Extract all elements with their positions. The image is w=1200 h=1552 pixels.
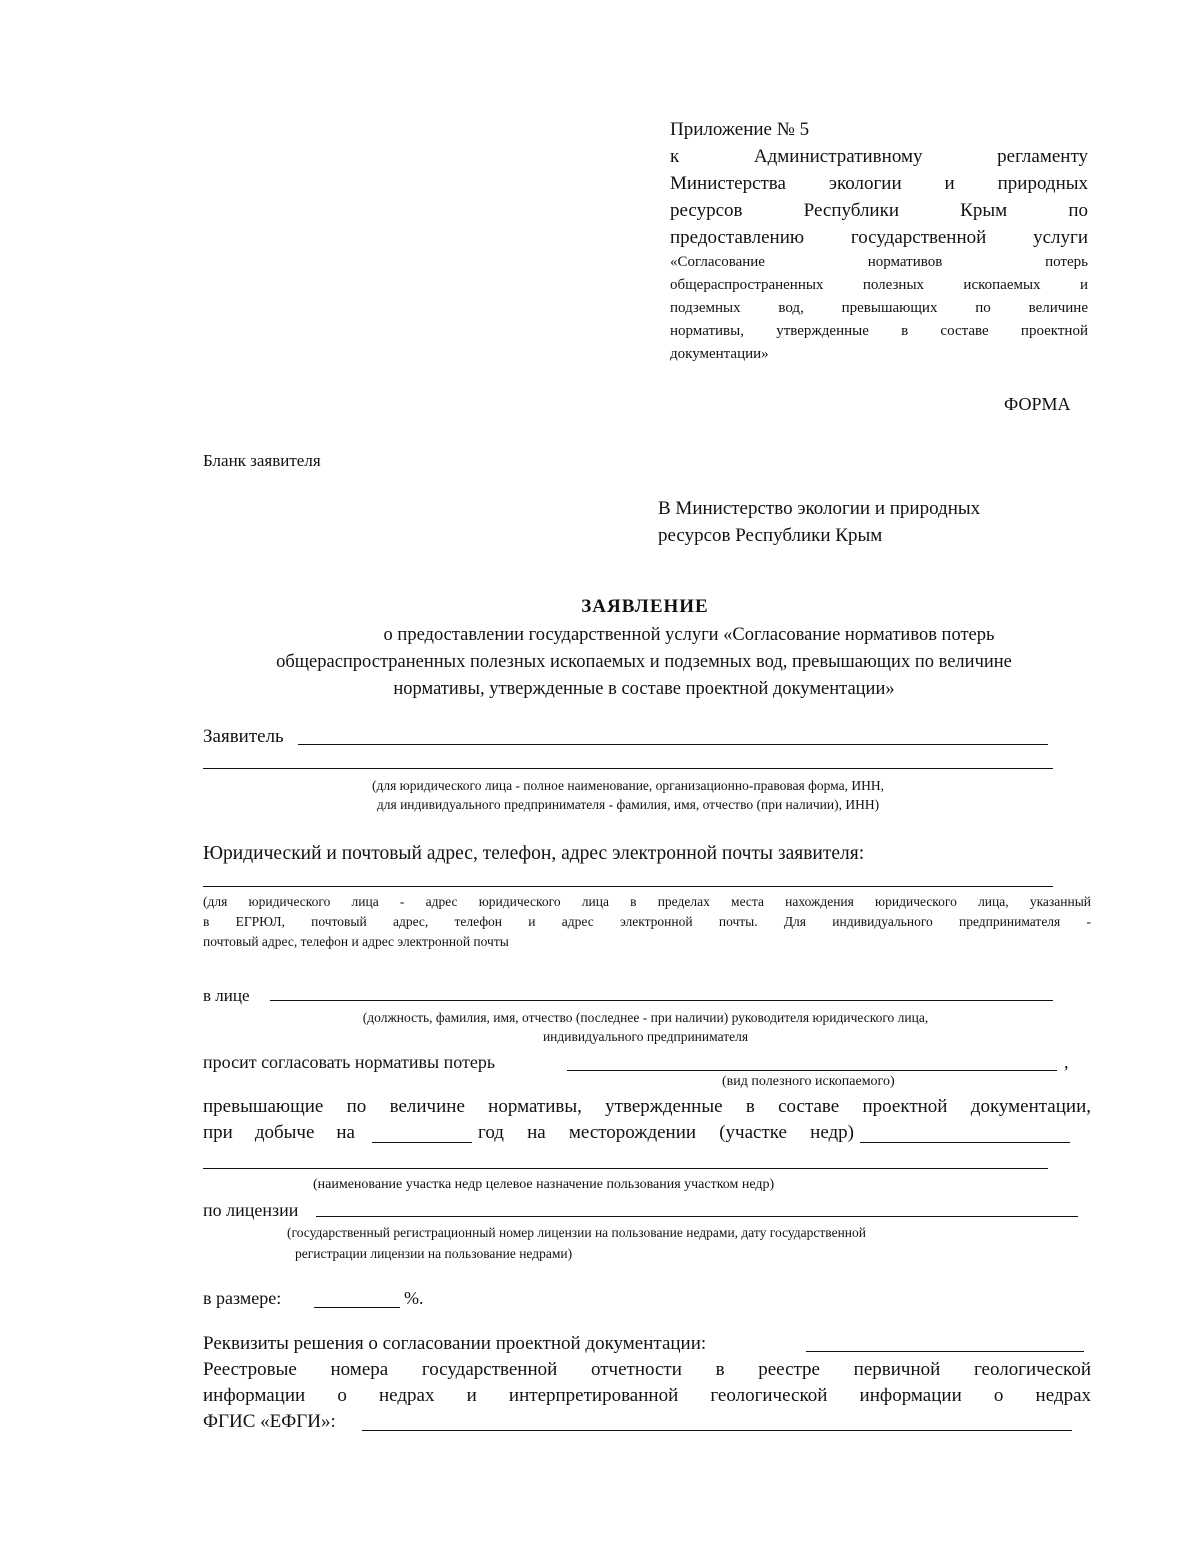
license-label: по лицензии: [203, 1200, 299, 1220]
subtitle-line: о предоставлении государственной услуги «Согласование нормативов потерь: [383, 625, 995, 645]
applicant-input-line-2[interactable]: [203, 768, 1053, 769]
site-input-line-2[interactable]: [203, 1168, 1048, 1169]
person-note: [203, 1008, 1088, 1046]
registry-line: информации о недрах и интерпретированной геологической информации о недрах: [203, 1385, 1091, 1406]
document-subtitle: [190, 622, 1098, 703]
registry-line: ФГИС «ЕФГИ»:: [203, 1411, 336, 1432]
registry-input-line[interactable]: [362, 1430, 1072, 1431]
applicant-note: [203, 776, 1053, 814]
applicant-label: Заявитель: [203, 726, 284, 747]
note-line: (для юридического лица - полное наименование, организационно-правовая форма, ИНН,: [371, 778, 885, 793]
appendix-line: Министерства экологии и природных: [670, 173, 1088, 194]
appendix-block: [670, 116, 1088, 251]
note-line: индивидуального предпринимателя: [542, 1029, 749, 1044]
appendix-line: предоставлению государственной услуги: [670, 227, 1088, 248]
mineral-input-line[interactable]: [567, 1070, 1057, 1071]
document-title: ЗАЯВЛЕНИЕ: [581, 596, 709, 617]
note-line: (для юридического лица - адрес юридического лица в пределах места нахождения юридического лица, указанный: [203, 894, 1091, 909]
registry-block: [203, 1357, 1091, 1435]
request-label: просит согласовать нормативы потерь: [203, 1052, 496, 1072]
exceeding-line: превышающие по величине нормативы, утвержденные в составе проектной документации,: [203, 1096, 1091, 1117]
site-note: (наименование участка недр целевое назначение пользования участком недр): [313, 1177, 775, 1192]
person-label: в лице: [203, 986, 250, 1005]
appendix-number: Приложение № 5: [670, 119, 810, 140]
subtitle-line: общераспространенных полезных ископаемых и подземных вод, превышающих по величине: [276, 652, 1012, 672]
license-input-line[interactable]: [316, 1216, 1078, 1217]
appendix-line: ресурсов Республики Крым по: [670, 200, 1088, 221]
note-line: в ЕГРЮЛ, почтовый адрес, телефон и адрес электронной почты. Для индивидуального предпринимателя -: [203, 914, 1091, 929]
appendix-line: подземных вод, превышающих по величине: [670, 300, 1088, 316]
appendix-line: документации»: [670, 346, 769, 362]
addressee-line: В Министерство экологии и природных: [658, 498, 981, 519]
appendix-line: общераспространенных полезных ископаемых и: [670, 277, 1088, 293]
site-input-line[interactable]: [860, 1142, 1070, 1143]
applicant-input-line[interactable]: [298, 744, 1048, 745]
mineral-note: (вид полезного ископаемого): [722, 1074, 895, 1089]
registry-line: Реестровые номера государственной отчетности в реестре первичной геологической: [203, 1359, 1091, 1380]
addressee-line: ресурсов Республики Крым: [658, 525, 883, 546]
appendix-line: «Согласование нормативов потерь: [670, 254, 1088, 270]
address-label: Юридический и почтовый адрес, телефон, адрес электронной почты заявителя:: [203, 843, 865, 864]
requisites-label: Реквизиты решения о согласовании проектной документации:: [203, 1333, 707, 1354]
year-input-line[interactable]: [372, 1142, 472, 1143]
person-input-line[interactable]: [270, 1000, 1053, 1001]
amount-label: в размере:: [203, 1288, 282, 1308]
note-line: почтовый адрес, телефон и адрес электронной почты: [203, 934, 509, 949]
note-line: (должность, фамилия, имя, отчество (последнее - при наличии) руководителя юридического лица,: [362, 1010, 929, 1025]
address-note: [203, 892, 1091, 952]
note-line: регистрации лицензии на пользование недрами): [295, 1246, 573, 1261]
license-note: [287, 1222, 1087, 1264]
appendix-block-small: [670, 251, 1088, 366]
note-line: (государственный регистрационный номер лицензии на пользование недрами, дату государственной: [287, 1225, 866, 1240]
address-input-line[interactable]: [203, 886, 1053, 887]
note-line: для индивидуального предпринимателя - фамилия, имя, отчество (при наличии), ИНН): [376, 797, 880, 812]
addressee: [658, 495, 980, 549]
year-field-label: год на месторождении (участке недр): [478, 1122, 854, 1143]
appendix-line: к Административному регламенту: [670, 146, 1088, 167]
appendix-line: нормативы, утвержденные в составе проектной: [670, 323, 1088, 339]
form-label: ФОРМА: [1004, 394, 1071, 414]
request-comma: ,: [1064, 1052, 1069, 1072]
subtitle-line: нормативы, утвержденные в составе проектной документации»: [393, 679, 895, 699]
requisites-input-line[interactable]: [806, 1351, 1084, 1352]
amount-suffix: %.: [404, 1288, 424, 1308]
applicant-blank: Бланк заявителя: [203, 451, 321, 470]
amount-input-line[interactable]: [314, 1307, 400, 1308]
mining-at-label: при добыче на: [203, 1122, 355, 1143]
